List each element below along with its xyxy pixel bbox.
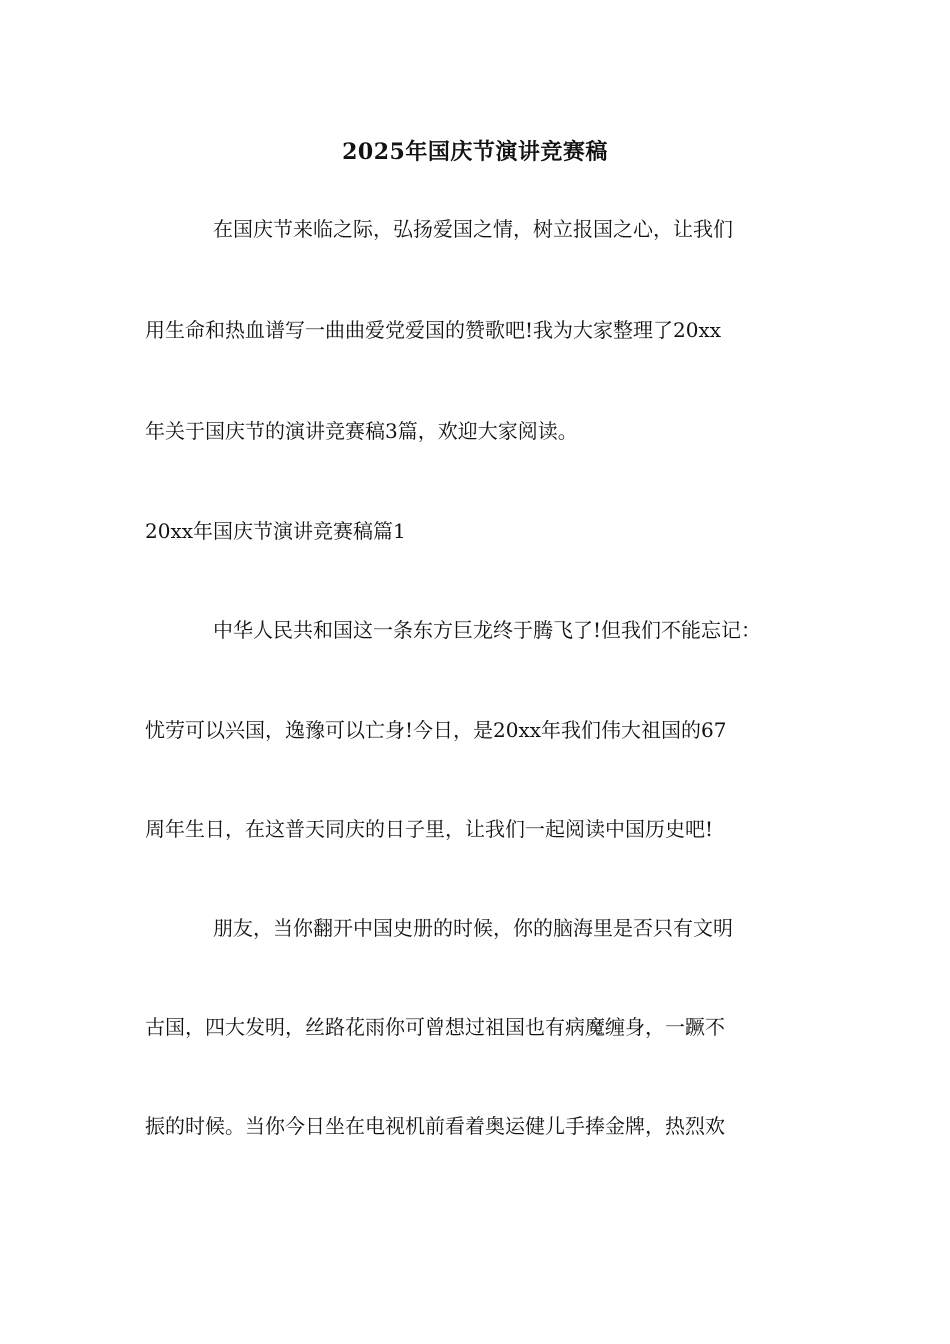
paragraph-line: 用生命和热血谱写一曲曲爱党爱国的赞歌吧!我为大家整理了20xx (145, 318, 722, 342)
paragraph-line: 在国庆节来临之际，弘扬爱国之情，树立报国之心，让我们 (213, 217, 733, 241)
paragraph-line: 朋友，当你翻开中国史册的时候，你的脑海里是否只有文明 (213, 916, 733, 940)
paragraph-line: 中华人民共和国这一条东方巨龙终于腾飞了!但我们不能忘记： (213, 618, 762, 642)
section-heading: 20xx年国庆节演讲竞赛稿篇1 (145, 519, 406, 543)
paragraph-line: 振的时候。当你今日坐在电视机前看着奥运健儿手捧金牌，热烈欢 (145, 1114, 725, 1138)
document-title: 2025年国庆节演讲竞赛稿 (342, 139, 608, 165)
paragraph-line: 周年生日，在这普天同庆的日子里，让我们一起阅读中国历史吧! (145, 817, 714, 841)
paragraph-line: 古国，四大发明，丝路花雨你可曾想过祖国也有病魔缠身，一蹶不 (145, 1015, 725, 1039)
paragraph-line: 忧劳可以兴国，逸豫可以亡身!今日，是20xx年我们伟大祖国的67 (145, 718, 727, 742)
paragraph-line: 年关于国庆节的演讲竞赛稿3篇，欢迎大家阅读。 (145, 419, 578, 443)
